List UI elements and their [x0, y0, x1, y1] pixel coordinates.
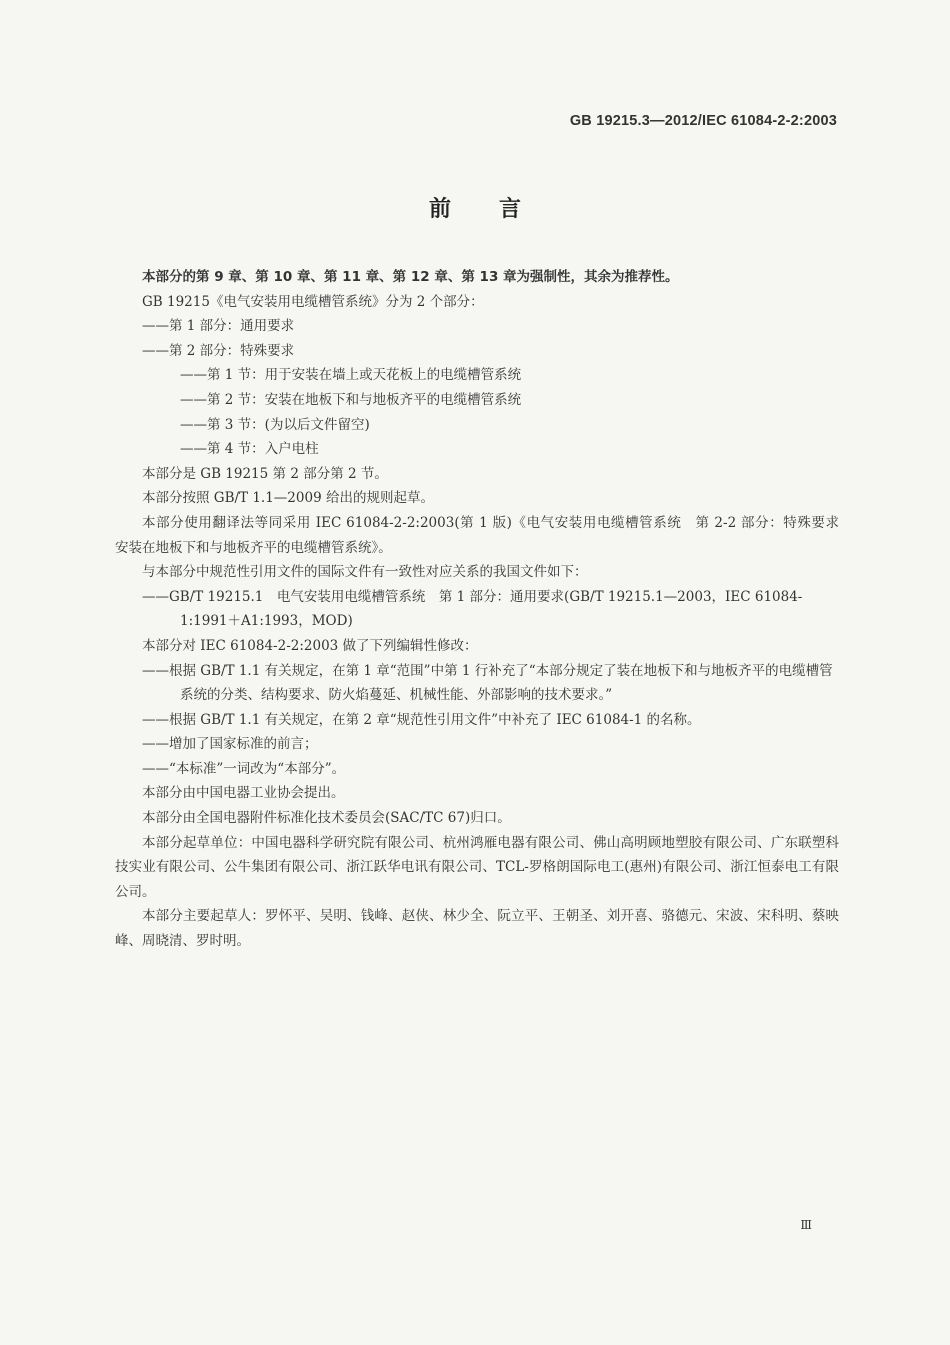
list-item-part2: ——第 2 部分：特殊要求 — [142, 342, 295, 359]
list-item-part1: ——第 1 部分：通用要求 — [142, 318, 295, 335]
page-number: Ⅲ — [800, 1218, 812, 1232]
paragraph-series-parts: GB 19215《电气安装用电缆槽管系统》分为 2 个部分： — [142, 293, 484, 310]
list-item-change-wording: ——“本标准”一词改为“本部分”。 — [142, 760, 346, 777]
paragraph-adoption: 本部分使用翻译法等同采用 IEC 61084-2-2:2003(第 1 版)《电气安装用电缆槽管系统 第 2-2 部分：特殊要求 安装在地板下和与地板齐平的电缆槽管系统》。 — [115, 514, 853, 556]
paragraph-part-identity: 本部分是 GB 19215 第 2 部分第 2 节。 — [142, 465, 388, 482]
paragraph-mandatory-clauses: 本部分的第 9 章、第 10 章、第 11 章、第 12 章、第 13 章为强制性，其余为推荐性。 — [142, 269, 679, 285]
paragraph-committee: 本部分由全国电器附件标准化技术委员会(SAC/TC 67)归口。 — [142, 810, 511, 827]
list-item-change-scope: ——根据 GB/T 1.1 有关规定，在第 1 章“范围”中第 1 行补充了“本部分规定了装在地板下和与地板齐平的电缆槽管系统的分类、结构要求、防火焰蔓延、机械性能、外部影响的技术要求。” — [142, 662, 833, 704]
paragraph-drafting-rules: 本部分按照 GB/T 1.1—2009 给出的规则起草。 — [142, 490, 434, 507]
page-title: 前言 — [428, 197, 569, 222]
standard-code-header: GB 19215.3—2012/IEC 61084-2-2:2003 — [569, 113, 837, 129]
list-subitem-section3: ——第 3 节：(为以后文件留空) — [180, 416, 370, 433]
paragraph-proposer: 本部分由中国电器工业协会提出。 — [142, 785, 345, 802]
list-item-gbt-19215-1: ——GB/T 19215.1 电气安装用电缆槽管系统 第 1 部分：通用要求(GB/T 19215.1—2003，IEC 61084-1:1991＋A1:1993，MOD) — [142, 588, 803, 630]
paragraph-drafting-units: 本部分起草单位：中国电器科学研究院有限公司、杭州鸿雁电器有限公司、佛山高明顾地塑胶有限公司、广东联塑科技实业有限公司、公牛集团有限公司、浙江跃华电讯有限公司、TCL-罗格朗国际电工(惠州)有限公司、浙江恒泰电工有限公司。 — [115, 834, 839, 900]
paragraph-corresponding-documents: 与本部分中规范性引用文件的国际文件有一致性对应关系的我国文件如下： — [142, 564, 588, 581]
list-subitem-section4: ——第 4 节：入户电柱 — [180, 441, 319, 458]
list-item-change-references: ——根据 GB/T 1.1 有关规定，在第 2 章“规范性引用文件”中补充了 IEC 61084-1 的名称。 — [142, 711, 701, 728]
paragraph-editorial-changes: 本部分对 IEC 61084-2-2:2003 做了下列编辑性修改： — [142, 637, 478, 654]
list-subitem-section1: ——第 1 节：用于安装在墙上或天花板上的电缆槽管系统 — [180, 367, 522, 384]
list-subitem-section2: ——第 2 节：安装在地板下和与地板齐平的电缆槽管系统 — [180, 391, 522, 408]
foreword-body — [115, 265, 853, 954]
paragraph-drafters: 本部分主要起草人：罗怀平、吴明、钱峰、赵侠、林少全、阮立平、王朝圣、刘开喜、骆德元、宋波、宋科明、蔡映峰、周晓清、罗时明。 — [115, 908, 839, 950]
list-item-change-foreword: ——增加了国家标准的前言； — [142, 736, 318, 753]
